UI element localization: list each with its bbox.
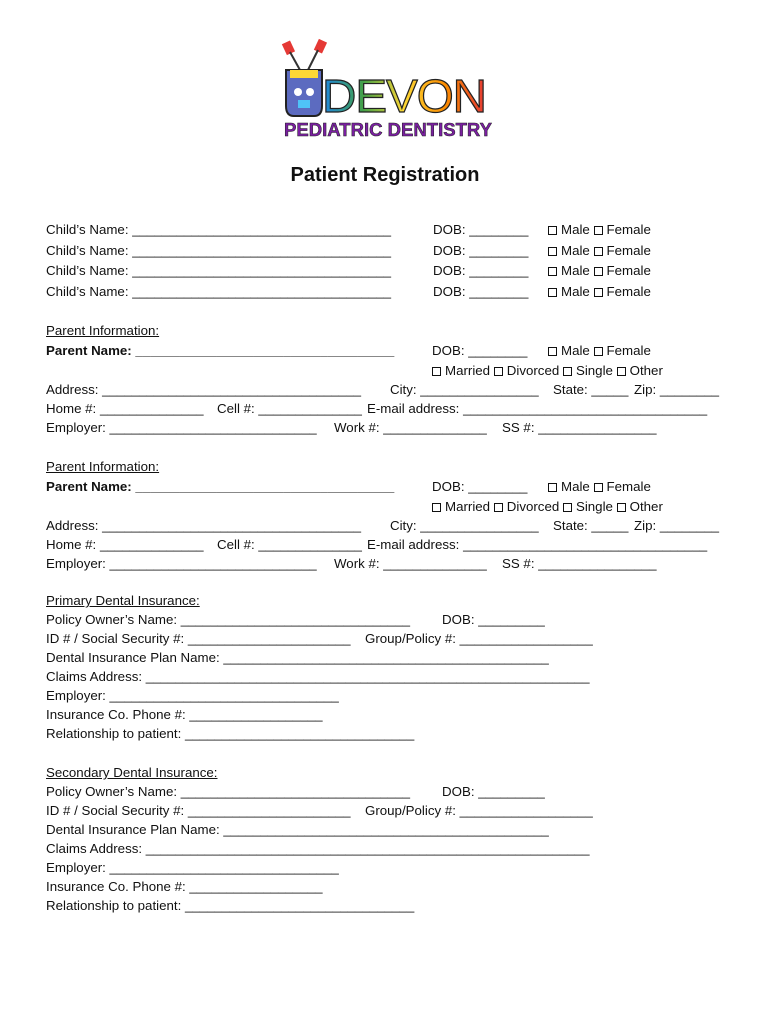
checkbox-label-male: Male <box>561 283 590 299</box>
checkbox-female[interactable] <box>594 226 603 235</box>
checkbox-divorced[interactable] <box>494 503 503 512</box>
checkbox-female[interactable] <box>594 483 603 492</box>
tooth-icon <box>286 70 322 116</box>
checkbox-female[interactable] <box>594 288 603 297</box>
checkbox-label-male: Male <box>561 343 590 358</box>
child-gender-options <box>548 262 651 280</box>
plan-name-field[interactable]: Dental Insurance Plan Name: ____________________________________________ <box>46 822 549 837</box>
city-field[interactable]: City: ________________ <box>390 518 539 533</box>
checkbox-label-male: Male <box>561 222 590 237</box>
zip-field[interactable]: Zip: ________ <box>634 382 720 397</box>
checkbox-label-female: Female <box>606 222 651 237</box>
parent-section-heading: Parent Information: <box>46 323 160 338</box>
insurance-section-heading: Primary Dental Insurance: <box>46 593 200 608</box>
id-ssn-field[interactable]: ID # / Social Security #: ______________________ <box>46 631 351 646</box>
checkbox-male[interactable] <box>548 288 557 297</box>
employer-field[interactable]: Employer: ____________________________ <box>46 420 317 435</box>
parent-dob-field[interactable]: DOB: ________ <box>432 343 528 358</box>
email-field[interactable]: E-mail address: _________________________________ <box>367 401 708 416</box>
child-dob-field[interactable]: DOB: ________ <box>433 263 529 278</box>
work-phone-field[interactable]: Work #: ______________ <box>334 420 487 435</box>
group-policy-field[interactable]: Group/Policy #: __________________ <box>365 803 593 818</box>
claims-address-field[interactable]: Claims Address: ____________________________________________________________ <box>46 669 590 684</box>
checkbox-single[interactable] <box>563 503 572 512</box>
checkbox-label-female: Female <box>606 263 651 278</box>
child-dob-field[interactable]: DOB: ________ <box>433 283 529 299</box>
work-phone-field[interactable]: Work #: ______________ <box>334 556 487 571</box>
checkbox-other[interactable] <box>617 503 626 512</box>
checkbox-label-female: Female <box>606 242 651 258</box>
parent-section-heading: Parent Information: <box>46 459 160 474</box>
parent-name-field[interactable]: Parent Name: ___________________________________ <box>46 343 395 358</box>
insurance-phone-field[interactable]: Insurance Co. Phone #: __________________ <box>46 707 323 722</box>
ss-field[interactable]: SS #: ________________ <box>502 420 657 435</box>
address-field[interactable]: Address: ___________________________________ <box>46 518 361 533</box>
group-policy-field[interactable]: Group/Policy #: __________________ <box>365 631 593 646</box>
parent-gender-options <box>548 478 651 496</box>
devon-pediatric-dentistry-logo <box>278 36 498 144</box>
form-title: Patient Registration <box>290 164 480 186</box>
state-field[interactable]: State: _____ <box>553 518 629 533</box>
child-dob-field[interactable]: DOB: ________ <box>433 242 529 258</box>
checkbox-male[interactable] <box>548 347 557 356</box>
checkbox-female[interactable] <box>594 267 603 276</box>
cell-phone-field[interactable]: Cell #: ______________ <box>217 537 362 552</box>
checkbox-label-divorced: Divorced <box>506 363 560 378</box>
employer-field[interactable]: Employer: ____________________________ <box>46 556 317 571</box>
parent-name-field[interactable]: Parent Name: ___________________________________ <box>46 479 395 494</box>
checkbox-other[interactable] <box>617 367 626 376</box>
checkbox-female[interactable] <box>594 347 603 356</box>
checkbox-label-other: Other <box>629 499 663 514</box>
claims-address-field[interactable]: Claims Address: ____________________________________________________________ <box>46 841 590 856</box>
checkbox-divorced[interactable] <box>494 367 503 376</box>
checkbox-male[interactable] <box>548 267 557 276</box>
insurance-employer-field[interactable]: Employer: _______________________________ <box>46 688 339 703</box>
parent-dob-field[interactable]: DOB: ________ <box>432 479 528 494</box>
relationship-field[interactable]: Relationship to patient: _______________________________ <box>46 898 415 913</box>
address-field[interactable]: Address: ___________________________________ <box>46 382 361 397</box>
checkbox-label-other: Other <box>629 363 663 378</box>
checkbox-label-male: Male <box>561 479 590 494</box>
city-field[interactable]: City: ________________ <box>390 382 539 397</box>
checkbox-label-single: Single <box>575 499 613 514</box>
checkbox-label-married: Married <box>445 363 491 378</box>
checkbox-single[interactable] <box>563 367 572 376</box>
email-field[interactable]: E-mail address: _________________________________ <box>367 537 708 552</box>
checkbox-married[interactable] <box>432 503 441 512</box>
marital-status-options <box>432 362 663 380</box>
policy-owner-field[interactable]: Policy Owner’s Name: _______________________________ <box>46 612 410 627</box>
child-name-field[interactable]: Child’s Name: ___________________________________ <box>46 222 392 237</box>
parent-gender-options <box>548 342 651 360</box>
child-name-field[interactable]: Child’s Name: ___________________________________ <box>46 263 392 278</box>
policy-owner-field[interactable]: Policy Owner’s Name: _______________________________ <box>46 784 410 799</box>
checkbox-male[interactable] <box>548 247 557 256</box>
logo-subtitle: PEDIATRIC DENTISTRY <box>284 120 492 140</box>
state-field[interactable]: State: _____ <box>553 382 629 397</box>
child-name-field[interactable]: Child’s Name: ___________________________________ <box>46 283 392 299</box>
logo-name: DEVON <box>322 70 486 122</box>
checkbox-label-male: Male <box>561 263 590 278</box>
plan-name-field[interactable]: Dental Insurance Plan Name: ____________________________________________ <box>46 650 549 665</box>
checkbox-label-male: Male <box>561 242 590 258</box>
marital-status-options <box>432 498 663 516</box>
id-ssn-field[interactable]: ID # / Social Security #: ______________________ <box>46 803 351 818</box>
relationship-field[interactable]: Relationship to patient: _______________________________ <box>46 726 415 741</box>
child-gender-options <box>548 221 651 239</box>
child-gender-options <box>548 283 651 301</box>
cell-phone-field[interactable]: Cell #: ______________ <box>217 401 362 416</box>
checkbox-married[interactable] <box>432 367 441 376</box>
checkbox-label-single: Single <box>575 363 613 378</box>
home-phone-field[interactable]: Home #: ______________ <box>46 401 204 416</box>
zip-field[interactable]: Zip: ________ <box>634 518 720 533</box>
policy-owner-dob-field[interactable]: DOB: _________ <box>442 784 545 799</box>
checkbox-label-female: Female <box>606 283 651 299</box>
checkbox-label-married: Married <box>445 499 491 514</box>
child-gender-options <box>548 242 651 260</box>
insurance-employer-field[interactable]: Employer: _______________________________ <box>46 860 339 875</box>
checkbox-female[interactable] <box>594 247 603 256</box>
policy-owner-dob-field[interactable]: DOB: _________ <box>442 612 545 627</box>
ss-field[interactable]: SS #: ________________ <box>502 556 657 571</box>
home-phone-field[interactable]: Home #: ______________ <box>46 537 204 552</box>
child-dob-field[interactable]: DOB: ________ <box>433 222 529 237</box>
checkbox-label-female: Female <box>606 479 651 494</box>
checkbox-label-divorced: Divorced <box>506 499 560 514</box>
insurance-section-heading: Secondary Dental Insurance: <box>46 765 218 780</box>
checkbox-label-female: Female <box>606 343 651 358</box>
toothbrush-icon <box>282 39 327 70</box>
checkbox-male[interactable] <box>548 483 557 492</box>
child-name-field[interactable]: Child’s Name: ___________________________________ <box>46 242 392 258</box>
checkbox-male[interactable] <box>548 226 557 235</box>
insurance-phone-field[interactable]: Insurance Co. Phone #: __________________ <box>46 879 323 894</box>
